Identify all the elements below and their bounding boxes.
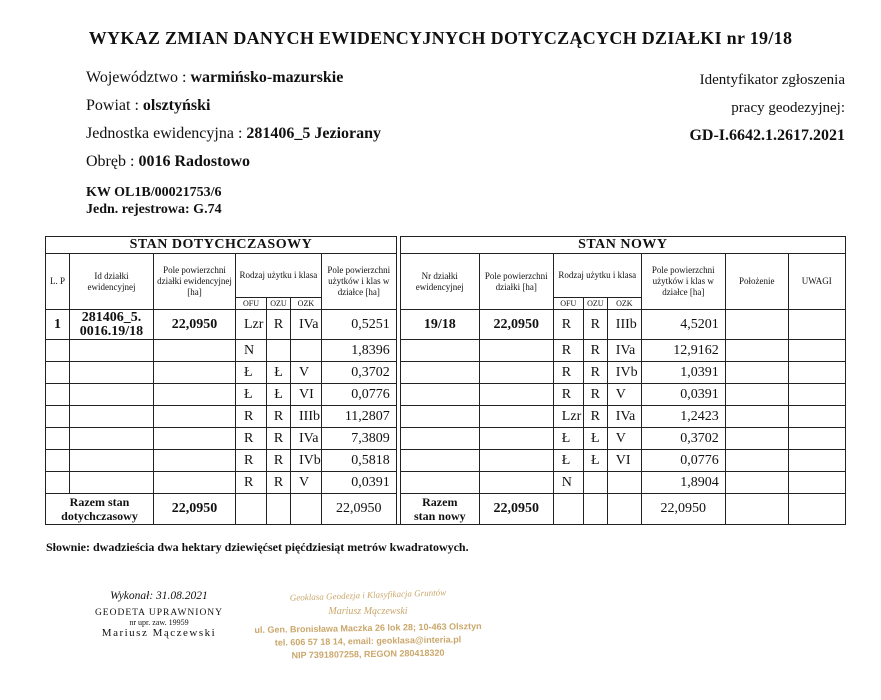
new-ozk: IVa	[607, 340, 641, 362]
table-cell	[400, 428, 479, 450]
table-cell	[70, 472, 154, 494]
old-ozk	[291, 340, 322, 362]
old-area: 0,5251	[321, 310, 396, 340]
old-ozu: Ł	[267, 384, 291, 406]
table-cell	[154, 428, 236, 450]
table-cell	[400, 450, 479, 472]
new-ozu: R	[583, 362, 607, 384]
sum-old-label: Razem stan dotychczasowy	[46, 494, 154, 525]
table-cell	[154, 384, 236, 406]
table-cell	[725, 428, 788, 450]
powiat-line: Powiat : olsztyński	[86, 97, 211, 114]
table-cell	[154, 406, 236, 428]
col-ozk-new: OZK	[607, 298, 641, 310]
old-ozu: Ł	[267, 362, 291, 384]
table-cell	[479, 362, 553, 384]
row-pole-new: 22,0950	[479, 310, 553, 340]
new-ozu: Ł	[583, 450, 607, 472]
page-title: WYKAZ ZMIAN DANYCH EWIDENCYJNYCH DOTYCZĄCYCH DZIAŁKI nr 19/18	[88, 28, 793, 48]
obreb-line: Obręb : 0016 Radostowo	[86, 153, 250, 170]
new-ofu: R	[553, 362, 583, 384]
table-cell	[400, 472, 479, 494]
new-ozu: R	[583, 406, 607, 428]
kw-number: KW OL1B/00021753/6	[86, 185, 222, 200]
surveyor-signature	[84, 590, 234, 639]
table-cell	[46, 428, 70, 450]
old-area: 7,3809	[321, 428, 396, 450]
old-ozu: R	[267, 310, 291, 340]
old-area: 11,2807	[321, 406, 396, 428]
table-cell	[788, 340, 845, 362]
old-ozk: IVa	[291, 310, 322, 340]
table-cell	[154, 362, 236, 384]
old-ofu: R	[236, 450, 267, 472]
col-ozu-old: OZU	[267, 298, 291, 310]
table-cell	[788, 406, 845, 428]
old-ozk: V	[291, 362, 322, 384]
old-area: 0,0776	[321, 384, 396, 406]
new-area: 0,3702	[641, 428, 725, 450]
table-cell	[400, 340, 479, 362]
new-ofu: Ł	[553, 450, 583, 472]
old-ozk: IVa	[291, 428, 322, 450]
license-number: nr upr. zaw. 19959	[129, 618, 189, 627]
col-uwagi: UWAGI	[788, 254, 845, 310]
old-ozk: IVb	[291, 450, 322, 472]
table-cell	[70, 450, 154, 472]
old-ozk: V	[291, 472, 322, 494]
table-cell	[788, 450, 845, 472]
new-ozu	[583, 472, 607, 494]
jednostka-line: Jednostka ewidencyjna : 281406_5 Jeziorany	[86, 125, 382, 142]
old-area: 0,0391	[321, 472, 396, 494]
col-id-dzialki: Id działki ewidencyjnej	[70, 254, 154, 310]
old-ozu	[267, 340, 291, 362]
sum-new-pole: 22,0950	[479, 494, 553, 525]
col-ofu-new: OFU	[553, 298, 583, 310]
land-register-info	[86, 184, 222, 218]
table-cell	[46, 450, 70, 472]
new-area: 1,8904	[641, 472, 725, 494]
table-cell	[70, 362, 154, 384]
table-cell	[788, 472, 845, 494]
old-ozk: VI	[291, 384, 322, 406]
table-cell	[70, 340, 154, 362]
table-row	[46, 384, 846, 406]
new-area: 12,9162	[641, 340, 725, 362]
identifier-label-1: Identyfikator zgłoszenia	[699, 72, 845, 88]
old-ozu: R	[267, 406, 291, 428]
new-ozk: IVa	[607, 406, 641, 428]
new-ozu: R	[583, 384, 607, 406]
company-stamp: Geoklasa Geodezja i Klasyfikacja Gruntów Mariusz Mączewski ul. Gen. Bronisława Maczka 26 lok 28; 10-463 Olsztyn tel. 606 57 18 14, email: geoklasa@interia.pl NIP 7391807258, REGON 280418320	[254, 587, 482, 661]
new-ozk: V	[607, 428, 641, 450]
table-cell	[725, 340, 788, 362]
new-ozk: IIIb	[607, 310, 641, 340]
col-pole-uz-new: Pole powierzchni użytków i klas w działce [ha]	[641, 254, 725, 310]
table-cell	[725, 472, 788, 494]
table-cell	[400, 384, 479, 406]
old-area: 0,5818	[321, 450, 396, 472]
table-cell	[46, 362, 70, 384]
old-ozu: R	[267, 450, 291, 472]
new-area: 1,0391	[641, 362, 725, 384]
new-ofu: Ł	[553, 428, 583, 450]
table-cell	[400, 406, 479, 428]
changes-table	[45, 236, 846, 525]
old-ozu: R	[267, 472, 291, 494]
old-ofu: R	[236, 472, 267, 494]
identifier-value: GD-I.6642.1.2617.2021	[689, 127, 845, 144]
col-pole-old: Pole powierzchni działki ewidencyjnej [ha]	[154, 254, 236, 310]
new-state-header: STAN NOWY	[400, 237, 845, 254]
row-pole-old: 22,0950	[154, 310, 236, 340]
new-ofu: R	[553, 310, 583, 340]
table-row	[46, 428, 846, 450]
table-cell	[154, 450, 236, 472]
surveyor-role: GEODETA UPRAWNIONY	[94, 608, 224, 618]
new-ozk: V	[607, 384, 641, 406]
row-id-dzialki: 281406_5. 0016.19/18	[70, 310, 154, 340]
table-cell	[788, 428, 845, 450]
table-row	[46, 450, 846, 472]
new-ozu: R	[583, 310, 607, 340]
table-cell	[154, 340, 236, 362]
col-pole-new: Pole powierzchni działki [ha]	[479, 254, 553, 310]
table-row	[46, 362, 846, 384]
old-ozu: R	[267, 428, 291, 450]
old-ofu: Ł	[236, 384, 267, 406]
table-cell	[70, 428, 154, 450]
table-cell	[479, 450, 553, 472]
new-ofu: Lzr	[553, 406, 583, 428]
new-ozk	[607, 472, 641, 494]
row-nr-dzialki: 19/18	[400, 310, 479, 340]
new-area: 0,0391	[641, 384, 725, 406]
table-cell	[479, 406, 553, 428]
col-ofu-old: OFU	[236, 298, 267, 310]
table-cell	[154, 472, 236, 494]
new-ozk: VI	[607, 450, 641, 472]
table-cell	[46, 406, 70, 428]
table-cell	[479, 384, 553, 406]
table-cell	[788, 384, 845, 406]
new-ofu: R	[553, 340, 583, 362]
col-ozk-old: OZK	[291, 298, 322, 310]
table-row	[46, 406, 846, 428]
table-cell	[725, 406, 788, 428]
table-cell	[725, 384, 788, 406]
new-ozu: R	[583, 340, 607, 362]
new-area: 4,5201	[641, 310, 725, 340]
table-cell	[46, 340, 70, 362]
new-ozk: IVb	[607, 362, 641, 384]
sum-old-pole: 22,0950	[154, 494, 236, 525]
amount-in-words: Słownie: dwadzieścia dwa hektary dziewięćset pięćdziesiąt metrów kwadratowych.	[46, 540, 469, 554]
old-ofu: R	[236, 428, 267, 450]
col-lp: L. P	[46, 254, 70, 310]
new-area: 0,0776	[641, 450, 725, 472]
col-nr-dzialki: Nr działki ewidencyjnej	[400, 254, 479, 310]
table-cell	[46, 472, 70, 494]
table-cell	[479, 472, 553, 494]
table-row	[46, 310, 846, 340]
new-ofu: N	[553, 472, 583, 494]
table-cell	[788, 362, 845, 384]
sum-old-uz: 22,0950	[321, 494, 396, 525]
col-rodzaj-new: Rodzaj użytku i klasa	[553, 254, 641, 298]
identifier-label-2: pracy geodezyjnej:	[731, 100, 845, 116]
table-cell	[725, 310, 788, 340]
table-cell	[479, 340, 553, 362]
table-cell	[70, 406, 154, 428]
sum-new-uz: 22,0950	[641, 494, 725, 525]
old-area: 1,8396	[321, 340, 396, 362]
table-cell	[725, 450, 788, 472]
old-ofu: R	[236, 406, 267, 428]
col-pole-uz-old: Pole powierzchni użytków i klas w działce [ha]	[321, 254, 396, 310]
table-cell	[70, 384, 154, 406]
wojewodztwo-line: Województwo : warmińsko-mazurskie	[86, 69, 344, 86]
old-ozk: IIIb	[291, 406, 322, 428]
new-ofu: R	[553, 384, 583, 406]
table-row	[46, 340, 846, 362]
location-info	[86, 64, 381, 176]
old-state-header: STAN DOTYCHCZASOWY	[46, 237, 397, 254]
old-ofu: N	[236, 340, 267, 362]
old-ofu: Ł	[236, 362, 267, 384]
sum-new-label: Razem stan nowy	[400, 494, 479, 525]
surveyor-name: Mariusz Mączewski	[101, 627, 217, 639]
col-ozu-new: OZU	[583, 298, 607, 310]
col-polozenie: Położenie	[725, 254, 788, 310]
table-row	[46, 472, 846, 494]
table-cell	[46, 384, 70, 406]
execution-date: Wykonał: 31.08.2021	[110, 590, 208, 602]
col-rodzaj-old: Rodzaj użytku i klasa	[236, 254, 322, 298]
old-ofu: Lzr	[236, 310, 267, 340]
old-area: 0,3702	[321, 362, 396, 384]
row-lp: 1	[46, 310, 70, 340]
table-cell	[788, 310, 845, 340]
table-cell	[400, 362, 479, 384]
table-cell	[479, 428, 553, 450]
registration-unit: Jedn. rejestrowa: G.74	[86, 202, 222, 217]
job-identifier	[689, 66, 845, 150]
new-area: 1,2423	[641, 406, 725, 428]
table-cell	[725, 362, 788, 384]
new-ozu: Ł	[583, 428, 607, 450]
